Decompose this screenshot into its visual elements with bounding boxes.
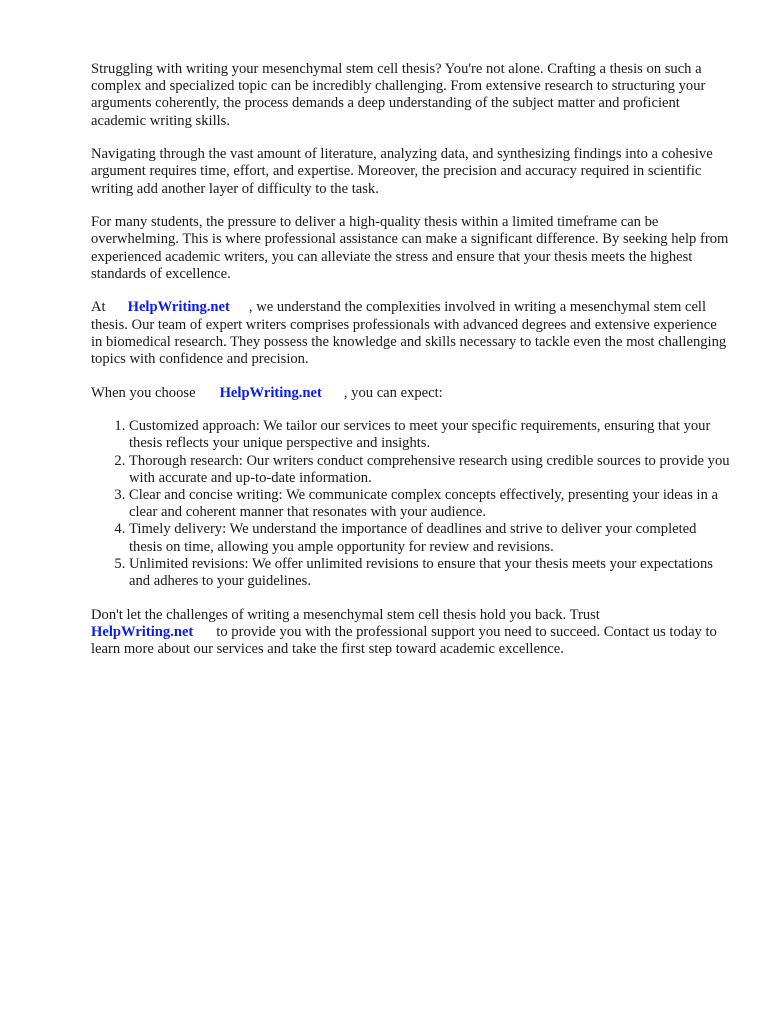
paragraph-text-lead: When you choose bbox=[91, 384, 196, 401]
paragraph-text-rest: , you can expect: bbox=[343, 384, 443, 401]
benefit-item-writing: 3. Clear and concise writing: We communicate complex concepts effectively, presenting your ideas in a clear and coherent manner that resonates with your audience. bbox=[129, 487, 731, 521]
benefits-list bbox=[91, 418, 731, 590]
helpwriting-link[interactable]: HelpWriting.net bbox=[127, 299, 230, 316]
paragraph-text-rest: to provide you with the professional support you need to succeed. Contact us today to learn more about our services and take the first step toward academic excellence. bbox=[91, 623, 717, 658]
paragraph-text-rest: , we understand the complexities involved in writing a mesenchymal stem cell thesis. Our team of expert writers comprises professionals with advanced degrees and extensive experience in biomedical research. They possess the knowledge and skills necessary to tackle even the most challenging topics with confidence and precision. bbox=[91, 299, 727, 368]
benefit-item-customized: 1. Customized approach: We tailor our services to meet your specific requirements, ensuring that your thesis reflects your unique perspective and insights. bbox=[129, 418, 731, 452]
pressure-paragraph: For many students, the pressure to deliver a high-quality thesis within a limited timeframe can be overwhelming. This is where professional assistance can make a significant difference. By seeking help from experienced academic writers, you can alleviate the stress and ensure that your thesis meets the highest standards of excellence. bbox=[91, 214, 729, 282]
challenges-paragraph: Navigating through the vast amount of literature, analyzing data, and synthesizing findings into a cohesive argument requires time, effort, and expertise. Moreover, the precision and accuracy required in scientific writing add another layer of difficulty to the task. bbox=[91, 146, 713, 197]
helpwriting-link[interactable]: HelpWriting.net bbox=[91, 623, 194, 640]
paragraph-text-lead: Don't let the challenges of writing a mesenchymal stem cell thesis hold you back. Trust bbox=[91, 606, 600, 623]
benefit-item-revisions: 5. Unlimited revisions: We offer unlimited revisions to ensure that your thesis meets your expectations and adheres to your guidelines. bbox=[129, 556, 731, 590]
about-service-paragraph bbox=[91, 299, 731, 368]
benefit-item-research: 2. Thorough research: Our writers conduct comprehensive research using credible sources to provide you with accurate and up-to-date information. bbox=[129, 453, 731, 487]
benefit-item-delivery: 4. Timely delivery: We understand the importance of deadlines and strive to deliver your completed thesis on time, allowing you ample opportunity for review and revisions. bbox=[129, 521, 731, 555]
closing-paragraph bbox=[91, 607, 731, 659]
paragraph-text-lead: At bbox=[91, 299, 106, 316]
document-page bbox=[91, 61, 731, 675]
helpwriting-link[interactable]: HelpWriting.net bbox=[219, 384, 322, 401]
intro-paragraph: Struggling with writing your mesenchymal stem cell thesis? You're not alone. Crafting a thesis on such a complex and specialized topic can be incredibly challenging. From extensive research to structuring your arguments coherently, the process demands a deep understanding of the subject matter and proficient academic writing skills. bbox=[91, 61, 706, 129]
expectations-intro-paragraph bbox=[91, 385, 731, 402]
